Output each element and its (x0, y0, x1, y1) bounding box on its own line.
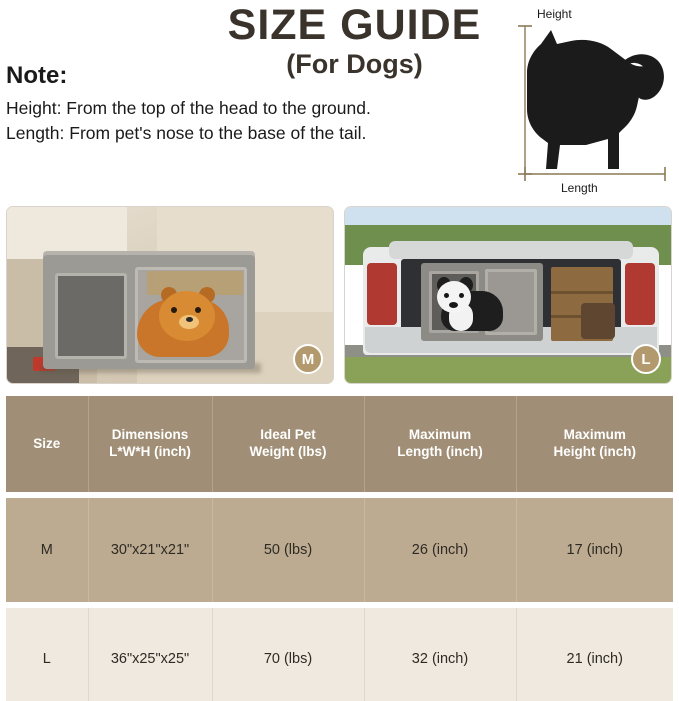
height-label: Height (537, 7, 572, 21)
cell-max-length: 32 (inch) (364, 608, 516, 701)
dog-silhouette-icon (527, 30, 664, 169)
table-header-row (6, 396, 673, 492)
page-title: SIZE GUIDE (227, 1, 482, 49)
cell-dimensions: 30"x21"x21" (88, 498, 212, 602)
cell-size: L (6, 608, 88, 701)
photo-large-crate (344, 206, 672, 384)
cell-max-height: 21 (inch) (516, 608, 673, 701)
header-weight: Ideal Pet Weight (lbs) (212, 396, 364, 492)
cell-dimensions: 36"x25"x25" (88, 608, 212, 701)
cell-weight: 50 (lbs) (212, 498, 364, 602)
header-dimensions: Dimensions L*W*H (inch) (88, 396, 212, 492)
cell-size: M (6, 498, 88, 602)
product-photos (6, 206, 673, 384)
table-row (6, 608, 673, 701)
table-row (6, 498, 673, 602)
cell-weight: 70 (lbs) (212, 608, 364, 701)
note-block (6, 62, 526, 147)
size-badge-m: M (293, 344, 323, 374)
photo-medium-crate (6, 206, 334, 384)
note-line-length: Length: From pet's nose to the base of the tail. (6, 123, 367, 144)
size-badge-l: L (631, 344, 661, 374)
cell-max-length: 26 (inch) (364, 498, 516, 602)
header (0, 0, 679, 196)
header-max-height: Maximum Height (inch) (516, 396, 673, 492)
note-line-height: Height: From the top of the head to the ground. (6, 98, 371, 118)
dog-measurement-diagram (513, 6, 673, 196)
page-subtitle: (For Dogs) (286, 49, 423, 79)
header-size: Size (6, 396, 88, 492)
size-table (6, 396, 673, 701)
header-max-length: Maximum Length (inch) (364, 396, 516, 492)
cell-max-height: 17 (inch) (516, 498, 673, 602)
note-title: Note: (6, 62, 68, 89)
length-label: Length (561, 181, 598, 195)
